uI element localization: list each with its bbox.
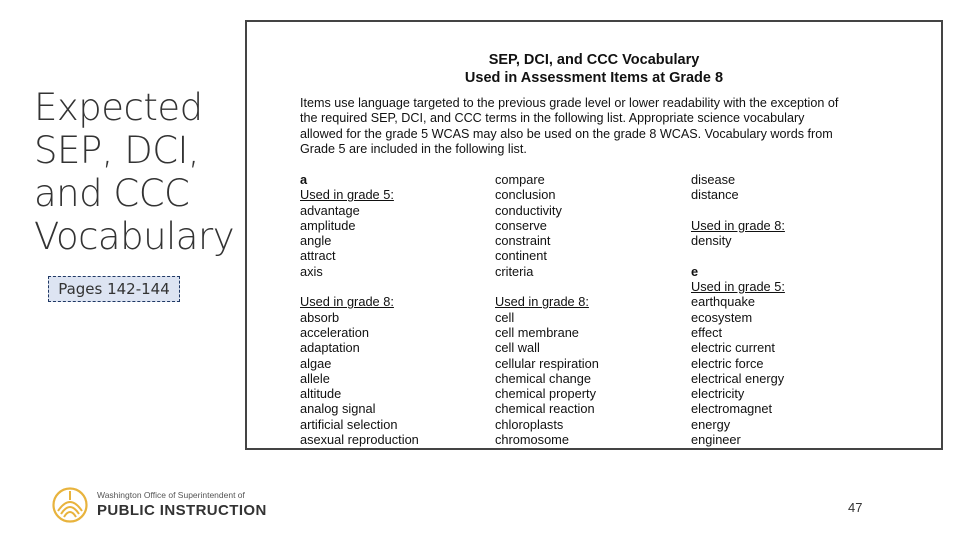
vocab-column-d-e [691,172,881,447]
vocab-term: conductivity [495,202,562,218]
vocabulary-document-image [245,20,943,450]
grade-header: Used in grade 5: [300,187,394,203]
intro-line: the required SEP, DCI, and CCC terms in the following list. Appropriate science vocabulary [300,111,805,126]
slide-number: 47 [848,500,863,515]
vocab-term: electric force [691,355,764,371]
vocab-term: electrical energy [691,370,785,386]
vocab-term: asexual reproduction [300,432,419,448]
vocab-term: effect [691,324,723,340]
vocab-term: algae [300,355,332,371]
grade-header: Used in grade 8: [495,294,589,310]
document-intro [300,96,930,157]
vocab-term: chloroplasts [495,416,564,432]
vocab-column-c [495,172,685,447]
vocab-term: advantage [300,202,360,218]
vocab-term: energy [691,416,731,432]
vocab-term: conserve [495,217,547,233]
vocab-term: analog signal [300,401,376,417]
vocab-term: allele [300,370,330,386]
section-letter: a [300,172,308,187]
vocab-term: artificial selection [300,416,398,432]
grade-header: Used in grade 5: [691,279,785,295]
section-letter: e [691,263,699,279]
vocab-term: attract [300,248,336,264]
vocab-term: chemical property [495,386,596,402]
vocab-term: compare [495,172,545,187]
vocab-term: engineer [691,432,741,448]
title-line: SEP, DCI, [34,129,200,172]
vocab-term: criteria [495,263,534,279]
vocab-term: chemical reaction [495,401,595,417]
vocab-term: distance [691,187,739,203]
grade-header: Used in grade 8: [300,294,394,310]
vocab-term: chromosome [495,432,569,448]
vocab-term: disease [691,172,736,187]
vocab-term: amplitude [300,217,356,233]
vocab-term: density [691,233,732,249]
pages-reference-label: Pages 142-144 [48,276,180,302]
title-line: Expected [34,86,203,129]
title-line: Vocabulary [34,215,235,258]
intro-line: Grade 5 are included in the following list. [300,141,527,156]
org-name-small: Washington Office of Superintendent of [97,490,245,500]
vocab-term: absorb [300,309,340,325]
vocab-term: chemical change [495,370,592,386]
vocab-column-a [300,172,490,447]
vocab-term: continent [495,248,547,264]
vocab-term: adaptation [300,340,360,356]
intro-line: allowed for the grade 5 WCAS may also be used on the grade 8 WCAS. Vocabulary words from [300,126,833,141]
vocab-term: angle [300,233,332,249]
org-name-large: PUBLIC INSTRUCTION [97,502,267,519]
vocab-term: axis [300,263,323,279]
vocab-term: earthquake [691,294,756,310]
vocab-term: ecosystem [691,309,753,325]
vocab-term: electromagnet [691,401,773,417]
document-heading-line1: SEP, DCI, and CCC Vocabulary [488,52,700,68]
vocab-term: electricity [691,386,745,402]
vocab-term: cell wall [495,340,540,356]
vocab-term: acceleration [300,324,370,340]
vocab-term: cell membrane [495,324,579,340]
title-line: and CCC [34,172,190,215]
vocab-term: cellular respiration [495,355,599,371]
intro-line: Items use language targeted to the previous grade level or lower readability with the exception of [300,96,839,110]
vocab-term: cell [495,309,515,325]
slide-title [34,86,244,258]
ospi-logo-icon [52,487,88,523]
document-heading-line2: Used in Assessment Items at Grade 8 [464,70,724,86]
vocab-term: conclusion [495,187,556,203]
vocab-term: constraint [495,233,551,249]
vocab-term: electric current [691,340,775,356]
vocab-term: altitude [300,386,342,402]
grade-header: Used in grade 8: [691,217,785,233]
